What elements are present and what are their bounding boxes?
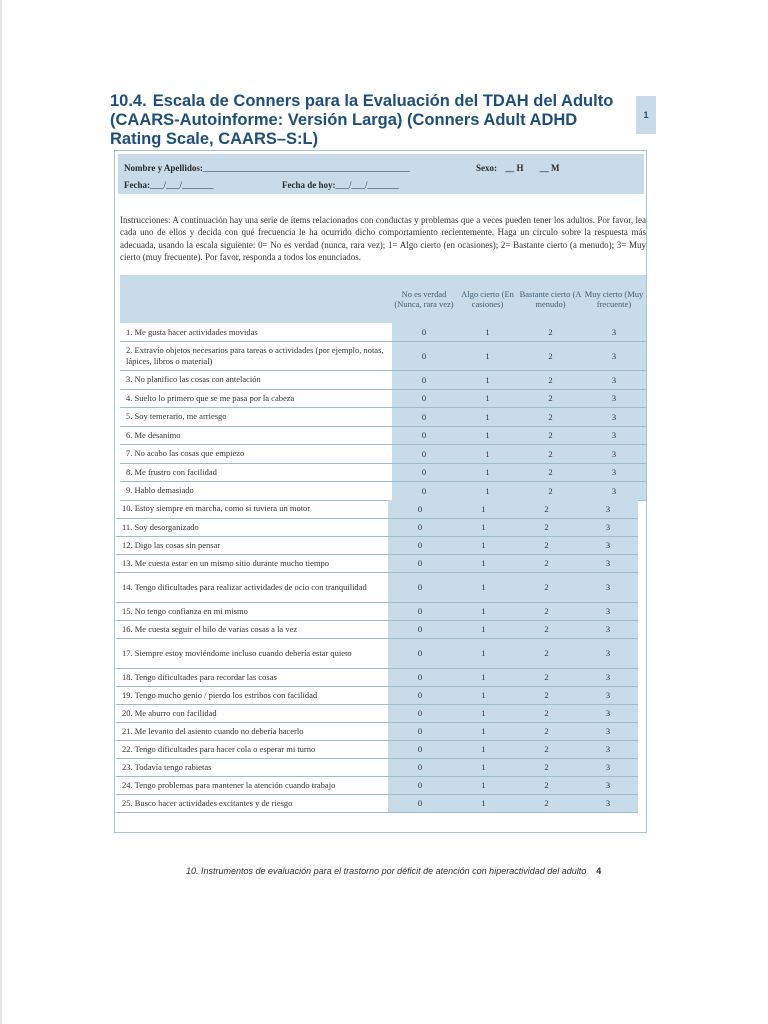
item-text: 20. Me aburro con facilidad (122, 707, 217, 718)
rating-option-2[interactable]: 2 (515, 500, 578, 518)
rating-option-3[interactable]: 3 (578, 758, 638, 776)
rating-option-3[interactable]: 3 (578, 602, 638, 620)
rating-option-3[interactable]: 3 (582, 342, 646, 371)
item-text: 18. Tengo dificultades para recordar las cosas (122, 671, 277, 682)
sex-field[interactable] (476, 163, 560, 173)
rating-option-2[interactable]: 2 (515, 776, 578, 794)
rating-option-1[interactable]: 1 (452, 668, 515, 686)
rating-option-2[interactable]: 2 (515, 620, 578, 638)
item-text: 8. Me frustro con facilidad (126, 466, 217, 477)
rating-option-3[interactable]: 3 (578, 794, 638, 812)
items-table-bottom (116, 500, 638, 813)
rating-option-1[interactable]: 1 (452, 602, 515, 620)
table-row (120, 426, 646, 445)
item-text: 13. Me cuesta estar en un mismo sitio durante mucho tiempo (122, 557, 330, 568)
rating-option-2[interactable]: 2 (515, 686, 578, 704)
item-text: 12. Digo las cosas sin pensar (122, 539, 221, 550)
item-text: 17. Siempre estoy moviéndome incluso cuando debería estar quieto (122, 647, 352, 658)
rating-option-1[interactable]: 1 (452, 758, 515, 776)
item-text: 19. Tengo mucho genio / pierdo los estribos con facilidad (122, 689, 318, 700)
rating-option-2[interactable]: 2 (519, 445, 582, 464)
table-row (116, 602, 638, 620)
rating-option-2[interactable]: 2 (515, 638, 578, 668)
table-row (120, 445, 646, 464)
rating-option-0[interactable]: 0 (388, 776, 452, 794)
rating-option-2[interactable]: 2 (519, 426, 582, 445)
table-row (116, 638, 638, 668)
rating-option-1[interactable]: 1 (452, 722, 515, 740)
rating-option-2[interactable]: 2 (515, 794, 578, 812)
rating-option-0[interactable]: 0 (388, 704, 452, 722)
item-text: 10. Estoy siempre en marcha, como si tuviera un motor (122, 503, 311, 514)
name-blank: ______________________________________________ (202, 163, 410, 173)
table-row (120, 342, 646, 371)
rating-option-3[interactable]: 3 (578, 518, 638, 536)
rating-option-3[interactable]: 3 (578, 668, 638, 686)
rating-option-2[interactable]: 2 (515, 536, 578, 554)
table-row (116, 794, 638, 812)
date-blank: ___/___/_______ (150, 180, 214, 190)
rating-option-3[interactable]: 3 (578, 536, 638, 554)
sex-h-option[interactable]: __ H (505, 163, 524, 173)
name-field[interactable] (124, 163, 410, 173)
rating-option-1[interactable]: 1 (452, 704, 515, 722)
rating-option-3[interactable]: 3 (582, 323, 646, 342)
rating-option-3[interactable]: 3 (582, 482, 646, 501)
item-text: 6. Me desanimo (126, 429, 181, 440)
footer-text: 10. Instrumentos de evaluación para el trastorno por déficit de atención con hiperactividad del adulto (186, 866, 587, 876)
rating-option-2[interactable]: 2 (515, 602, 578, 620)
today-field[interactable] (282, 180, 399, 190)
rating-option-0[interactable]: 0 (392, 426, 456, 445)
page-footer (186, 866, 666, 876)
item-text: 23. Todavía tengo rabietas (122, 761, 212, 772)
items-body-bottom (116, 500, 638, 812)
rating-option-3[interactable]: 3 (578, 722, 638, 740)
name-label: Nombre y Apellidos: (124, 163, 203, 173)
rating-option-0[interactable]: 0 (392, 408, 456, 427)
page-tab: 1 (636, 96, 656, 134)
rating-option-1[interactable]: 1 (456, 426, 519, 445)
table-row (120, 371, 646, 390)
item-text: 5. Soy temerario, me arriesgo (126, 411, 227, 422)
rating-option-2[interactable]: 2 (519, 463, 582, 482)
rating-option-2[interactable]: 2 (519, 323, 582, 342)
page-title (110, 92, 620, 149)
rating-option-1[interactable]: 1 (452, 572, 515, 602)
rating-option-1[interactable]: 1 (452, 638, 515, 668)
rating-option-0[interactable]: 0 (388, 572, 452, 602)
date-label: Fecha: (124, 180, 150, 190)
rating-option-1[interactable]: 1 (452, 536, 515, 554)
item-text: 1. Me gusta hacer actividades movidas (126, 326, 258, 337)
rating-option-3[interactable]: 3 (578, 704, 638, 722)
rating-option-1[interactable]: 1 (452, 620, 515, 638)
table-row (116, 776, 638, 794)
rating-option-2[interactable]: 2 (519, 408, 582, 427)
date-field[interactable] (124, 180, 214, 190)
rating-option-1[interactable]: 1 (456, 342, 519, 371)
rating-option-3[interactable]: 3 (582, 463, 646, 482)
rating-option-3[interactable]: 3 (578, 686, 638, 704)
today-blank: ___/___/_______ (335, 180, 400, 190)
rating-option-0[interactable]: 0 (388, 668, 452, 686)
table-row (116, 740, 638, 758)
rating-option-1[interactable]: 1 (456, 482, 519, 501)
rating-option-0[interactable]: 0 (392, 323, 456, 342)
table-row (116, 518, 638, 536)
rating-option-2[interactable]: 2 (515, 722, 578, 740)
rating-option-3[interactable]: 3 (578, 776, 638, 794)
page-edge (0, 0, 2, 1024)
rating-option-3[interactable]: 3 (582, 408, 646, 427)
item-text: 4. Suelto lo primero que se me pasa por la cabeza (126, 392, 295, 403)
rating-option-0[interactable]: 0 (392, 463, 456, 482)
table-row (116, 554, 638, 572)
column-header: Muy cierto (Muy frecuente) (582, 275, 646, 323)
table-row (116, 758, 638, 776)
rating-option-0[interactable]: 0 (392, 371, 456, 390)
rating-option-1[interactable]: 1 (456, 408, 519, 427)
rating-option-3[interactable]: 3 (582, 445, 646, 464)
rating-option-1[interactable]: 1 (452, 554, 515, 572)
item-text: 16. Me cuesta seguir el hilo de varias cosas a la vez (122, 623, 298, 634)
rating-option-0[interactable]: 0 (392, 342, 456, 371)
rating-option-2[interactable]: 2 (515, 518, 578, 536)
rating-option-2[interactable]: 2 (515, 758, 578, 776)
item-text: 2. Extravío objetos necesarios para tareas o actividades (por ejemplo, notas, lápices, libros o material) (126, 345, 384, 366)
rating-option-2[interactable]: 2 (515, 572, 578, 602)
rating-option-0[interactable]: 0 (388, 554, 452, 572)
rating-option-1[interactable]: 1 (456, 463, 519, 482)
rating-option-2[interactable]: 2 (515, 740, 578, 758)
column-header: Algo cierto (En casiones) (456, 275, 519, 323)
item-text: 9. Hablo demasiado (126, 485, 194, 496)
rating-option-0[interactable]: 0 (388, 620, 452, 638)
table-row (116, 668, 638, 686)
rating-option-1[interactable]: 1 (452, 740, 515, 758)
rating-option-3[interactable]: 3 (578, 572, 638, 602)
items-body-top (120, 323, 646, 500)
page-number: 4 (596, 866, 602, 876)
rating-option-0[interactable]: 0 (392, 482, 456, 501)
rating-option-0[interactable]: 0 (388, 794, 452, 812)
table-row (116, 500, 638, 518)
today-label: Fecha de hoy: (282, 180, 336, 190)
rating-option-3[interactable]: 3 (578, 740, 638, 758)
rating-option-1[interactable]: 1 (456, 445, 519, 464)
column-header-row (120, 275, 646, 323)
rating-option-3[interactable]: 3 (582, 426, 646, 445)
rating-option-2[interactable]: 2 (519, 371, 582, 390)
column-header: Bastante cierto (A menudo) (519, 275, 582, 323)
sex-label: Sexo: (476, 163, 497, 173)
rating-option-1[interactable]: 1 (452, 500, 515, 518)
rating-option-3[interactable]: 3 (578, 638, 638, 668)
rating-option-2[interactable]: 2 (519, 342, 582, 371)
rating-option-3[interactable]: 3 (578, 500, 638, 518)
rating-option-3[interactable]: 3 (578, 554, 638, 572)
instructions: Instrucciones: A continuación hay una serie de ítems relacionados con conductas y problemas que a veces pueden tener los adultos. Por favor, lea cada uno de ellos y decida con qué frecuencia le ha ocurrido dicho comportamiento recientemente. Haga un círculo sobre la respuesta más adecuada, usando la escala siguiente: 0= No es verdad (nunca, rara vez); 1= Algo cierto (en ocasiones); 2= Bastante cierto (a menudo); 3= Muy cierto (muy frecuente). Por favor, responda a todos los enunciados. (120, 215, 646, 262)
item-text: 15. No tengo confianza en mi mismo (122, 605, 248, 616)
table-row (116, 620, 638, 638)
section-number: 10.4. (110, 92, 147, 110)
table-row (116, 536, 638, 554)
table-row (116, 572, 638, 602)
rating-option-1[interactable]: 1 (452, 518, 515, 536)
rating-option-1[interactable]: 1 (456, 371, 519, 390)
rating-option-0[interactable]: 0 (388, 500, 452, 518)
item-text: 11. Soy desorganizado (122, 521, 199, 532)
table-row (120, 482, 646, 501)
table-row (120, 463, 646, 482)
identification-panel (118, 154, 644, 194)
rating-option-0[interactable]: 0 (392, 389, 456, 408)
items-table-top (120, 275, 646, 501)
rating-option-3[interactable]: 3 (578, 620, 638, 638)
rating-option-2[interactable]: 2 (519, 482, 582, 501)
rating-option-3[interactable]: 3 (582, 371, 646, 390)
header-blank (120, 275, 392, 323)
rating-option-1[interactable]: 1 (456, 323, 519, 342)
rating-option-0[interactable]: 0 (388, 686, 452, 704)
rating-option-1[interactable]: 1 (456, 389, 519, 408)
rating-option-1[interactable]: 1 (452, 686, 515, 704)
table-row (116, 686, 638, 704)
rating-option-1[interactable]: 1 (452, 794, 515, 812)
sex-m-option[interactable]: __ M (539, 163, 560, 173)
rating-option-2[interactable]: 2 (515, 554, 578, 572)
item-text: 24. Tengo problemas para mantener la atención cuando trabajo (122, 779, 336, 790)
table-row (116, 722, 638, 740)
item-text: 22. Tengo dificultades para hacer cola o esperar mi turno (122, 743, 316, 754)
rating-option-3[interactable]: 3 (582, 389, 646, 408)
item-text: 25. Busco hacer actividades excitantes y de riesgo (122, 797, 293, 808)
table-row (120, 389, 646, 408)
column-header: No es verdad (Nunca, rara vez) (392, 275, 456, 323)
item-text: 21. Me levanto del asiento cuando no debería hacerlo (122, 725, 304, 736)
rating-option-0[interactable]: 0 (388, 758, 452, 776)
table-row (120, 323, 646, 342)
rating-option-0[interactable]: 0 (388, 740, 452, 758)
rating-option-0[interactable]: 0 (392, 445, 456, 464)
rating-option-0[interactable]: 0 (388, 536, 452, 554)
rating-option-0[interactable]: 0 (388, 518, 452, 536)
table-row (116, 704, 638, 722)
rating-option-0[interactable]: 0 (388, 722, 452, 740)
item-text: 3. No planifico las cosas con antelación (126, 374, 261, 385)
rating-option-2[interactable]: 2 (519, 389, 582, 408)
rating-option-2[interactable]: 2 (515, 668, 578, 686)
rating-option-0[interactable]: 0 (388, 638, 452, 668)
rating-option-0[interactable]: 0 (388, 602, 452, 620)
rating-option-2[interactable]: 2 (515, 704, 578, 722)
item-text: 14. Tengo dificultades para realizar actividades de ocio con tranquilidad (122, 581, 367, 592)
item-text: 7. No acabo las cosas que empiezo (126, 448, 245, 459)
title-text: Escala de Conners para la Evaluación del TDAH del Adulto (CAARS-Autoinforme: Versión Larga) (Conners Adult ADHD Rating Scale, CAARS–S:L) (110, 92, 614, 148)
table-row (120, 408, 646, 427)
rating-option-1[interactable]: 1 (452, 776, 515, 794)
